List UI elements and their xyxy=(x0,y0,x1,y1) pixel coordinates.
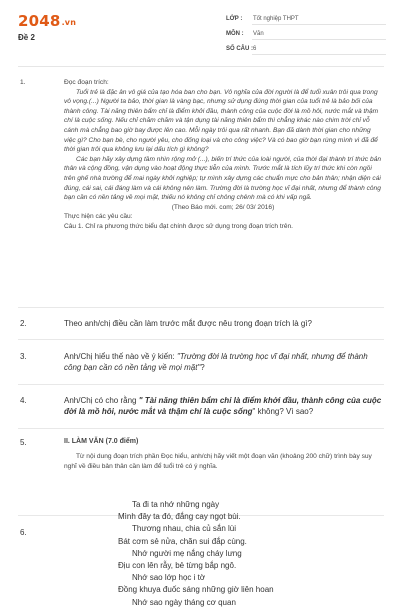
question-number: 2. xyxy=(20,319,27,328)
requirement-label: Thực hiện các yêu cầu: xyxy=(64,213,133,221)
question-text: Từ nội dung đoạn trích phần Đọc hiểu, anh/chị hãy viết một đoạn văn (khoảng 200 chữ) trình bày suy nghĩ về điều bản thân cần làm để tuổi trẻ có ý nghĩa. xyxy=(64,453,372,470)
question-text: Anh/Chị hiểu thế nào về ý kiến: "Trường đời là trường học vĩ đại nhất, nhưng để thành công bạn cần có nền tảng về mọi mặt"? xyxy=(64,352,368,372)
poem-line: Bát cơm sẻ nửa, chăn sui đắp cùng. xyxy=(118,536,247,546)
divider xyxy=(18,307,384,308)
quoted-opinion: "Trường đời là trường học vĩ đại nhất, nhưng để thành công bạn cần có nền tảng về mọi mặt" xyxy=(64,352,368,372)
question-body xyxy=(64,78,382,232)
meta-class-value: Tốt nghiệp THPT xyxy=(253,16,299,22)
meta-class-label: LỚP : xyxy=(226,16,243,22)
divider xyxy=(18,339,384,340)
quoted-opinion: " Tài năng thiên bẩm chỉ là điểm khởi đầu, thành công của cuộc đời là mồ hôi, nước mắt và thậm chí là cuộc sống xyxy=(64,396,382,416)
site-logo[interactable]: 2048.vn xyxy=(18,12,77,30)
question-text: Anh/Chị có cho rằng " Tài năng thiên bẩm chỉ là điểm khởi đầu, thành công của cuộc đời là mồ hôi, nước mắt và thậm chí là cuộc sống" không? Vì sao? xyxy=(64,396,382,416)
meta-subject-value: Văn xyxy=(253,31,264,37)
poem-line: Nhớ sao ngày tháng cơ quan xyxy=(132,597,236,607)
passage-paragraph-1: Tuổi trẻ là đặc ân vô giá của tạo hóa ban cho bạn. Vô nghĩa của đời người là để tuổi xuân trôi qua trong vô vọng.(...) Người ta bảo, thời gian là vàng bạc, nhưng sử dụng đúng thời gian của tuổi trẻ là bảo bối của thành công. Tài năng thiên bẩm chỉ là điểm khởi đầu, thành công của cuộc đời là mồ hôi, nước mắt và thậm chí là cuộc sống. Nếu chỉ chăm chăm và tận dụng tài năng thiên bẩm thì chẳng khác nào chim trời chỉ vỗ cánh mà chẳng bao giờ bay được lên cao. Mỗi ngày trôi qua rất nhanh. Bạn đã dành thời gian cho những việc gì? Cho bạn bè, cho người yêu, cho đống loại và cho công việc? Và có bao giờ bạn rùng mình vì đã để thời gian trôi qua không lưu lại dấu tích gì không? xyxy=(64,88,379,154)
task-text: Câu 1. Chỉ ra phương thức biểu đạt chính được sử dụng trong đoạn trích trên. xyxy=(64,222,294,230)
divider xyxy=(18,384,384,385)
poem-line: Đồng khuya đuốc sáng những giờ liên hoan xyxy=(118,585,274,595)
reading-intro: Đọc đoạn trích: xyxy=(64,79,109,86)
question-text: Theo anh/chị điều cần làm trước mắt được nêu trong đoạn trích là gì? xyxy=(64,319,312,328)
meta-count-label: SỐ CÂU : xyxy=(226,46,253,52)
header-divider xyxy=(18,66,384,67)
question-number: 5. xyxy=(20,438,27,447)
question-number: 6. xyxy=(20,528,27,537)
poem-line: Nhớ người mẹ nắng cháy lưng xyxy=(132,548,242,558)
question-number: 3. xyxy=(20,352,27,361)
exam-header xyxy=(0,0,400,62)
poem-line: Nhớ sao lớp học i tờ xyxy=(132,573,206,583)
poem-line: Ta đi ta nhớ những ngày xyxy=(132,500,220,509)
exam-title: Đề 2 xyxy=(18,33,35,42)
poem-line: Thương nhau, chia củ sắn lùi xyxy=(132,524,236,534)
question-number: 4. xyxy=(20,396,27,405)
meta-count-value: 6 xyxy=(253,46,257,52)
passage-source: (Theo Báo mới. com; 26/ 03/ 2016) xyxy=(171,203,275,211)
meta-subject-label: MÔN : xyxy=(226,31,244,37)
divider xyxy=(18,428,384,429)
passage-paragraph-2: Các bạn hãy xây dựng tầm nhìn rộng mở (...), biến trí thức của loài người, của thời đại thành trí thức bản thân và cộng đồng, vận dụng vào hoạt động thực tiễn của mình. Trước mắt là tích lũy trí thức khi còn ngồi trên ghế nhà trường để mai ngày khởi nghiệp; tự mình xây dựng các chuẩn mực cho bản thân; nhận diện cái đúng, cái sai, cái đáng làm và cái không nên làm. Trường đời là trường học vĩ đại nhất, nhưng để thành công bạn cần có nền tảng về mọi mặt, thiếu nó không chỉ chông chênh mà có khi vấp ngã. xyxy=(64,155,382,202)
poem-line: Địu con lên rẫy, bẻ từng bắp ngô. xyxy=(118,561,237,571)
poem-line: Mình đây ta đó, đắng cay ngọt bùi. xyxy=(118,512,241,522)
section-heading: II. LÀM VĂN (7.0 điểm) xyxy=(64,438,139,445)
question-number: 1. xyxy=(20,79,26,86)
poem-excerpt xyxy=(118,499,358,609)
